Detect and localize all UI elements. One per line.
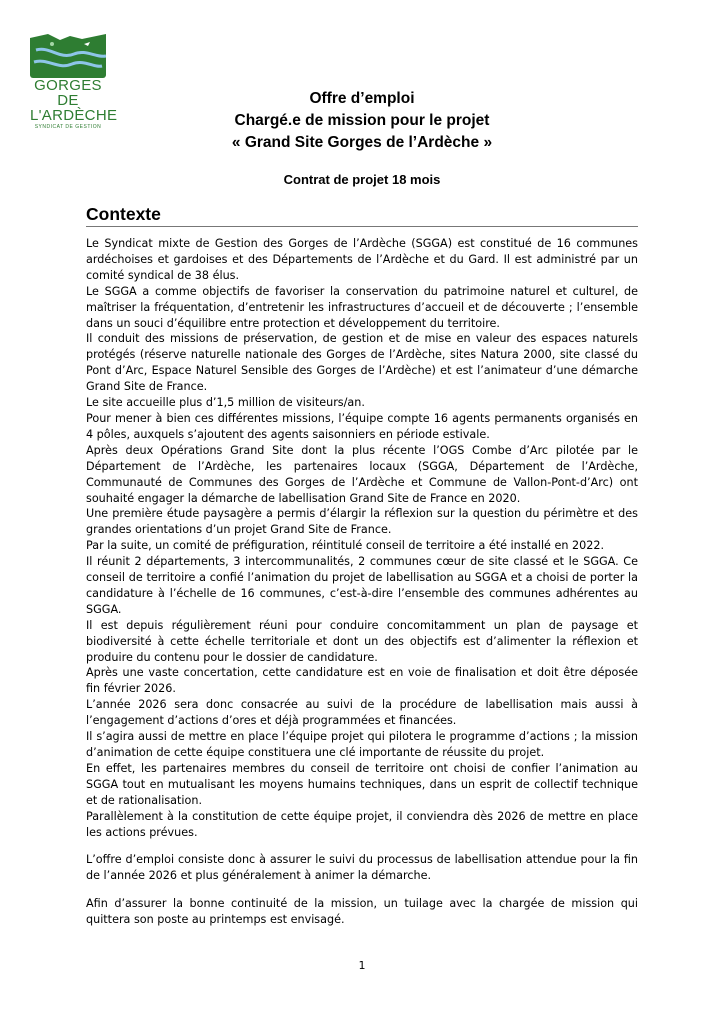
section-heading-contexte: Contexte	[86, 204, 638, 227]
logo-name-line2: DE L'ARDÈCHE	[30, 92, 118, 124]
paragraph: Il s’agira aussi de mettre en place l’équipe projet qui pilotera le programme d’actions ; la mission d’animation de cette équipe constituera une clé importante de réussite du projet.	[86, 730, 638, 759]
paragraph: Il conduit des missions de préservation, de gestion et de mise en valeur des espaces naturels protégés (réserve naturelle nationale des Gorges de l’Ardèche, sites Natura 2000, site classé du Pont d’Arc, Espace Naturel Sensible des Gorges de l’Ardèche) et est l’animateur d’une démarche Grand Site de France.	[86, 332, 638, 394]
contract-type: Contrat de projet 18 mois	[283, 172, 441, 187]
title-line-3: « Grand Site Gorges de l’Ardèche »	[231, 134, 493, 151]
paragraph: Après deux Opérations Grand Site dont la plus récente l’OGS Combe d’Arc pilotée par le Département de l’Ardèche, les partenaires locaux (SGGA, Département de l’Ardèche, Communauté de Communes des Gorges de l’Ardèche et Commune de Vallon-Pont-d’Arc) ont souhaité engager la démarche de labellisation Grand Site de France en 2020.	[86, 443, 638, 505]
logo-tagline: SYNDICAT DE GESTION	[34, 124, 102, 130]
paragraph: Le site accueille plus d’1,5 million de visiteurs/an.	[86, 396, 365, 410]
paragraph: Il réunit 2 départements, 3 intercommunalités, 2 communes cœur de site classé et le SGGA. Ce conseil de territoire a confié l’animation du projet de labellisation au SGGA et a choisi de porter la candidature à l’échelle de 16 communes, c’est-à-dire l’ensemble des communes adhérentes au SGGA.	[86, 555, 638, 616]
logo-name-line1: GORGES	[34, 77, 102, 94]
context-body	[86, 236, 638, 928]
closing-paragraph: L’offre d’emploi consiste donc à assurer le suivi du processus de labellisation attendue pour la fin de l’année 2026 et plus généralement à animer la démarche.	[86, 853, 638, 883]
page-number: 1	[358, 959, 366, 972]
title-line-1: Offre d’emploi	[309, 90, 415, 107]
paragraph: Après une vaste concertation, cette candidature est en voie de finalisation et doit être déposée fin février 2026.	[86, 666, 638, 696]
paragraph: Il est depuis régulièrement réuni pour conduire concomitamment un plan de paysage et biodiversité à cette échelle territoriale et dont un des objectifs est d’alimenter la réflexion et produire du contenu pour le dossier de candidature.	[86, 618, 638, 664]
closing-paragraph: Afin d’assurer la bonne continuité de la mission, un tuilage avec la chargée de mission qui quittera son poste au printemps est envisagé.	[86, 897, 638, 927]
title-line-2: Chargé.e de mission pour le projet	[234, 112, 490, 129]
paragraph: L’année 2026 sera donc consacrée au suivi de la procédure de labellisation mais aussi à l’engagement d’actions d’ores et déjà programmées et financées.	[86, 698, 638, 728]
paragraph: Parallèlement à la constitution de cette équipe projet, il conviendra dès 2026 de mettre en place les actions prévues.	[86, 809, 638, 839]
paragraph: Le SGGA a comme objectifs de favoriser la conservation du patrimoine naturel et culturel, de maîtriser la fréquentation, d’entretenir les infrastructures d’accueil et de découverte ; l’ensemble dans un souci d’équilibre entre protection et développement du territoire.	[86, 284, 638, 330]
paragraph: Par la suite, un comité de préfiguration, réintitulé conseil de territoire a été installé en 2022.	[86, 539, 605, 553]
gorges-landscape-icon	[30, 30, 106, 78]
paragraph: Pour mener à bien ces différentes missions, l’équipe compte 16 agents permanents organisés en 4 pôles, auxquels s’ajoutent des agents saisonniers en période estivale.	[86, 411, 638, 441]
paragraph: Une première étude paysagère a permis d’élargir la réflexion sur la question du périmètre et des grandes orientations d’un projet Grand Site de France.	[86, 507, 638, 537]
document-title	[0, 88, 724, 154]
paragraph: Le Syndicat mixte de Gestion des Gorges de l’Ardèche (SGGA) est constitué de 16 communes ardéchoises et gardoises et des Départements de l’Ardèche et du Gard. Il est administré par un comité syndical de 38 élus.	[86, 237, 638, 282]
paragraph: En effet, les partenaires membres du conseil de territoire ont choisi de confier l’animation au SGGA tout en mutualisant les moyens humains techniques, dans un esprit de collectif technique et de rationalisation.	[86, 761, 638, 807]
